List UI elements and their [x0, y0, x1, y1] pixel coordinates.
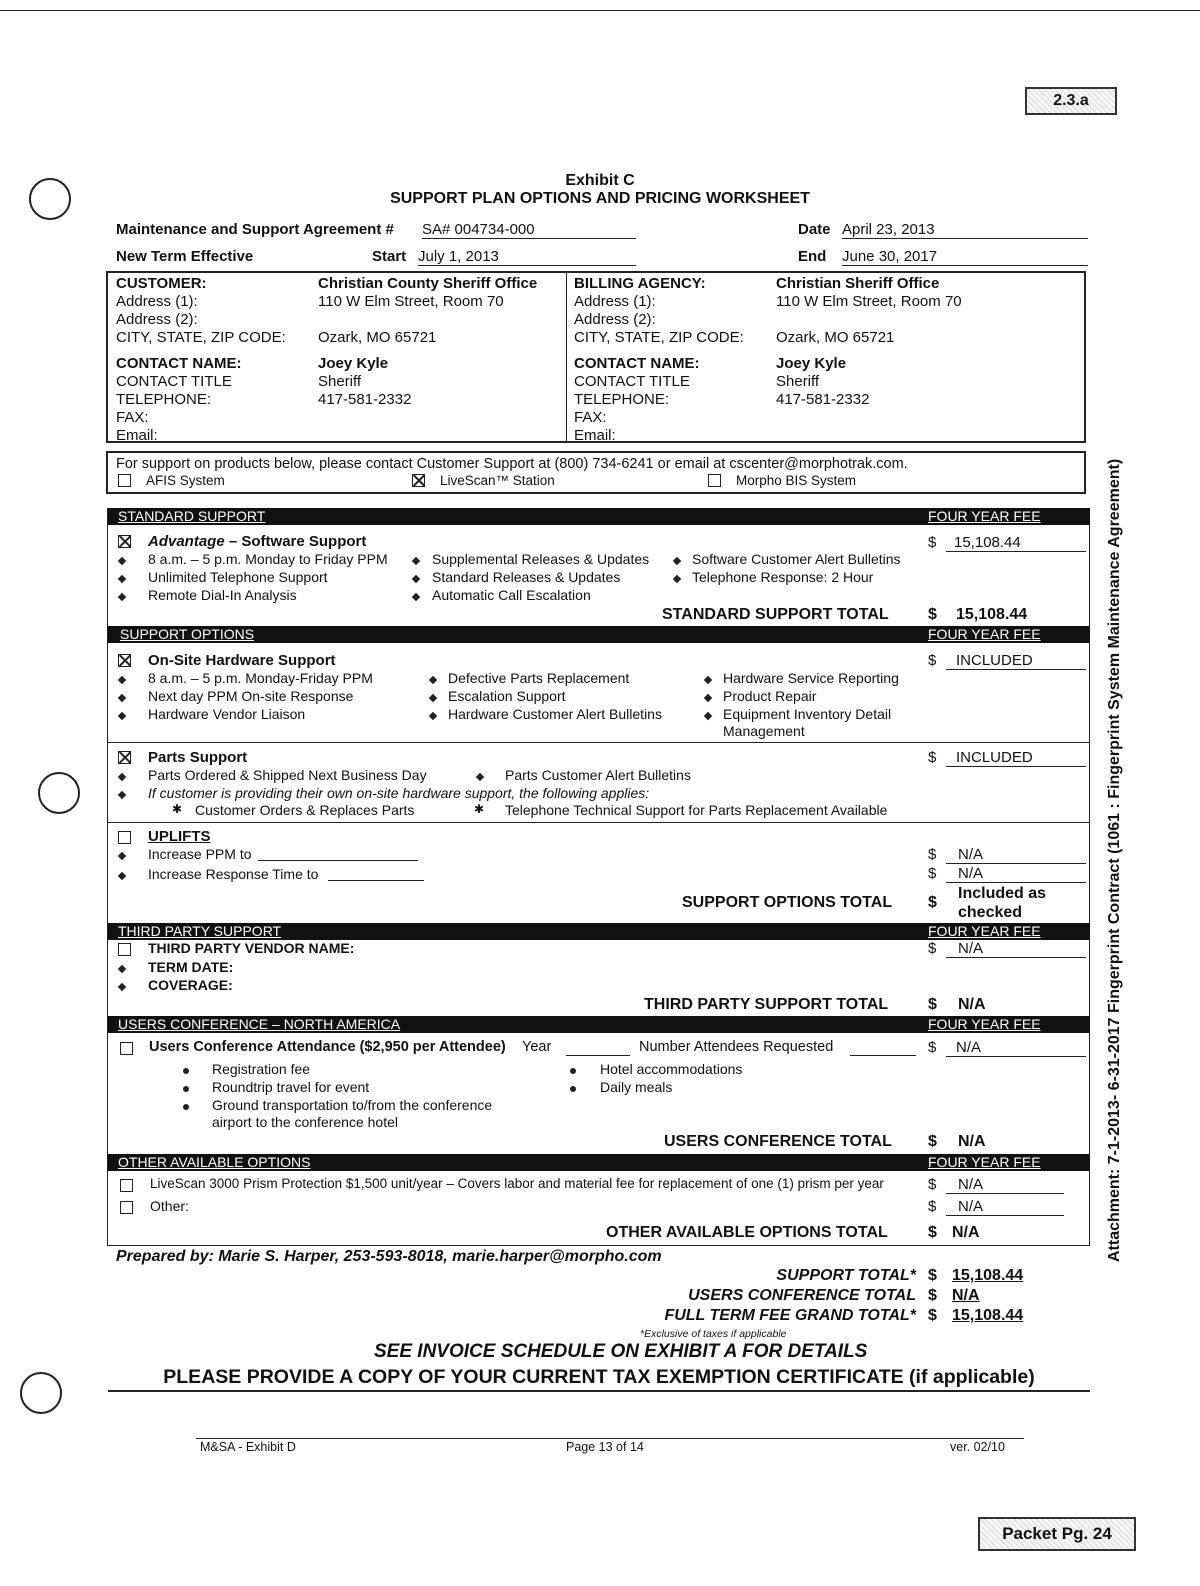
- conference-summary-dollar: $: [928, 1287, 937, 1304]
- customer-email-label: Email:: [116, 427, 158, 444]
- onsite-col1-item: 8 a.m. – 5 p.m. Monday-Friday PPM: [148, 670, 373, 686]
- billing-city-label: CITY, STATE, ZIP CODE:: [574, 329, 744, 346]
- advantage-checkbox[interactable]: [118, 535, 131, 548]
- morpho-bis-label: Morpho BIS System: [736, 473, 857, 488]
- bullet: [704, 712, 712, 720]
- bullet: [673, 575, 681, 583]
- bullet: [570, 1086, 576, 1092]
- customer-city: Ozark, MO 65721: [318, 329, 437, 346]
- page-stamp-top: 2.3.a: [1025, 87, 1117, 115]
- bullet: [412, 593, 420, 601]
- morpho-bis-checkbox[interactable]: [708, 474, 721, 487]
- bullet: [412, 575, 420, 583]
- bullet: [429, 676, 437, 684]
- standard-col2-item: Standard Releases & Updates: [432, 569, 621, 585]
- billing-contact-title: Sheriff: [776, 373, 820, 390]
- sections-bottom-border: [107, 1245, 1090, 1246]
- parts-sub-item-2: Telephone Technical Support for Parts Replacement Available: [505, 802, 888, 818]
- bullet: [118, 557, 126, 565]
- conference-col1-item: airport to the conference hotel: [212, 1114, 399, 1130]
- standard-col1-item: 8 a.m. – 5 p.m. Monday to Friday PPM: [148, 551, 388, 567]
- onsite-col3-item: Equipment Inventory Detail: [723, 706, 892, 722]
- conference-col2-item: Hotel accommodations: [600, 1061, 743, 1077]
- agreement-value: SA# 004734-000: [422, 221, 636, 239]
- start-value: July 1, 2013: [418, 248, 636, 266]
- footer-center: Page 13 of 14: [566, 1440, 644, 1454]
- bullet: [183, 1104, 189, 1110]
- conference-attendees-label: Number Attendees Requested: [639, 1039, 834, 1055]
- page-title: SUPPORT PLAN OPTIONS AND PRICING WORKSHEET: [390, 190, 810, 207]
- bullet: [704, 676, 712, 684]
- parts-bullet-1: Parts Ordered & Shipped Next Business Day: [148, 767, 427, 783]
- billing-fax-label: FAX:: [574, 409, 607, 426]
- other-label: Other:: [150, 1198, 189, 1214]
- standard-total-label: STANDARD SUPPORT TOTAL: [662, 606, 889, 623]
- uplift1-fee: N/A: [946, 846, 1086, 864]
- customer-billing-divider: [566, 272, 567, 442]
- customer-name: Christian County Sheriff Office: [318, 275, 538, 292]
- parts-dollar: $: [928, 749, 937, 766]
- conference-col1-item: Registration fee: [212, 1061, 311, 1077]
- onsite-dollar: $: [928, 652, 937, 669]
- bullet: [118, 712, 126, 720]
- third-party-heading: THIRD PARTY SUPPORT: [118, 923, 282, 939]
- uplift-response-input[interactable]: [328, 880, 424, 881]
- prism-protection-checkbox[interactable]: [120, 1179, 133, 1192]
- parts-note: If customer is providing their own on-site hardware support, the following applies:: [148, 785, 650, 801]
- customer-heading: CUSTOMER:: [116, 275, 207, 292]
- options-total-line2: checked: [958, 904, 1023, 921]
- uplift2-fee: N/A: [946, 865, 1086, 883]
- conference-header: [108, 1016, 1090, 1033]
- other-total-label: OTHER AVAILABLE OPTIONS TOTAL: [606, 1224, 888, 1241]
- options-total-dollar: $: [928, 894, 937, 911]
- livescan-label: LiveScan™ Station: [440, 473, 555, 488]
- customer-city-label: CITY, STATE, ZIP CODE:: [116, 329, 286, 346]
- afis-checkbox[interactable]: [118, 474, 131, 487]
- conference-summary-label: USERS CONFERENCE TOTAL: [688, 1287, 916, 1304]
- bullet: [429, 712, 437, 720]
- bullet: [118, 965, 126, 973]
- other-total: N/A: [952, 1224, 980, 1241]
- bullet: [118, 852, 126, 860]
- other2-dollar: $: [928, 1198, 937, 1215]
- exhibit-label: Exhibit C: [565, 172, 635, 189]
- binder-hole-bottom: [20, 1372, 62, 1414]
- conference-checkbox[interactable]: [120, 1042, 133, 1055]
- tax-certificate-note: PLEASE PROVIDE A COPY OF YOUR CURRENT TAX EXEMPTION CERTIFICATE (if applicable): [108, 1366, 1090, 1392]
- binder-hole-middle: [38, 772, 80, 814]
- support-options-header: [108, 626, 1090, 643]
- conference-dollar: $: [928, 1039, 937, 1056]
- third-party-coverage-label: COVERAGE:: [148, 977, 233, 993]
- third-party-total: N/A: [958, 996, 986, 1013]
- standard-col3-item: Software Customer Alert Bulletins: [692, 551, 901, 567]
- sub-bullet-star: ✱: [172, 802, 183, 816]
- start-label: Start: [372, 248, 407, 265]
- parts-bullet-2: Parts Customer Alert Bulletins: [505, 767, 691, 783]
- conference-item: Users Conference Attendance ($2,950 per Attendee): [149, 1039, 506, 1055]
- bullet: [118, 791, 126, 799]
- conference-year-input[interactable]: [566, 1055, 630, 1056]
- uplift2-dollar: $: [928, 865, 937, 882]
- standard-fee-header: FOUR YEAR FEE: [928, 508, 1041, 524]
- billing-city: Ozark, MO 65721: [776, 329, 895, 346]
- uplift1-dollar: $: [928, 846, 937, 863]
- parts-support-checkbox[interactable]: [118, 751, 131, 764]
- support-options-heading: SUPPORT OPTIONS: [120, 626, 255, 642]
- uplifts-title: UPLIFTS: [148, 828, 211, 845]
- other2-fee: N/A: [946, 1198, 1064, 1216]
- standard-total-dollar: $: [928, 606, 937, 623]
- onsite-col3-item: Product Repair: [723, 688, 817, 704]
- footer-right: ver. 02/10: [950, 1440, 1005, 1454]
- billing-address1-label: Address (1):: [574, 293, 656, 310]
- date-value: April 23, 2013: [842, 221, 1088, 239]
- conference-col1-item: Roundtrip travel for event: [212, 1079, 370, 1095]
- date-label: Date: [798, 221, 831, 238]
- conference-fee: N/A: [946, 1039, 1086, 1057]
- billing-contact-name: Joey Kyle: [776, 355, 847, 372]
- sections-left-border: [107, 508, 108, 1246]
- onsite-col2-item: Defective Parts Replacement: [448, 670, 630, 686]
- standard-col2-item: Automatic Call Escalation: [432, 587, 591, 603]
- standard-col2-item: Supplemental Releases & Updates: [432, 551, 650, 567]
- standard-col1-item: Unlimited Telephone Support: [148, 569, 328, 585]
- standard-col1-item: Remote Dial-In Analysis: [148, 587, 297, 603]
- other-fee-header: FOUR YEAR FEE: [928, 1154, 1041, 1170]
- onsite-hardware-title: On-Site Hardware Support: [148, 652, 336, 669]
- other-total-dollar: $: [928, 1224, 937, 1241]
- third-party-total-dollar: $: [928, 996, 937, 1013]
- conference-summary-total: N/A: [952, 1287, 980, 1304]
- footer-rule: [196, 1438, 1024, 1439]
- customer-contact-title-label: CONTACT TITLE: [116, 373, 232, 390]
- options-total-line1: Included as: [958, 885, 1047, 902]
- end-value: June 30, 2017: [842, 248, 1088, 266]
- billing-email-label: Email:: [574, 427, 616, 444]
- third-party-dollar: $: [928, 940, 937, 957]
- bullet: [183, 1068, 189, 1074]
- other1-dollar: $: [928, 1176, 937, 1193]
- bullet: [118, 983, 126, 991]
- support-total-dollar: $: [928, 1267, 937, 1284]
- standard-total: 15,108.44: [956, 606, 1028, 623]
- prepared-by: Prepared by: Marie S. Harper, 253-593-8018, marie.harper@morpho.com: [116, 1248, 662, 1265]
- conference-year-label: Year: [522, 1039, 552, 1055]
- grand-total-label: FULL TERM FEE GRAND TOTAL*: [664, 1307, 916, 1324]
- third-party-checkbox[interactable]: [118, 943, 131, 956]
- other-options-header: [108, 1154, 1090, 1171]
- billing-contact-name-label: CONTACT NAME:: [574, 355, 700, 372]
- invoice-note: SEE INVOICE SCHEDULE ON EXHIBIT A FOR DETAILS: [374, 1341, 868, 1362]
- conference-col1-item: Ground transportation to/from the conference: [212, 1097, 493, 1113]
- billing-telephone-label: TELEPHONE:: [574, 391, 670, 408]
- sections-right-border: [1089, 508, 1090, 1246]
- onsite-fee: INCLUDED: [946, 652, 1086, 670]
- customer-fax-label: FAX:: [116, 409, 149, 426]
- advantage-italic: Advantage: [148, 533, 225, 550]
- bullet: [570, 1068, 576, 1074]
- conference-total-label: USERS CONFERENCE TOTAL: [664, 1133, 892, 1150]
- sub-bullet-star: ✱: [474, 802, 485, 816]
- afis-label: AFIS System: [146, 473, 225, 488]
- third-party-fee-header: FOUR YEAR FEE: [928, 923, 1041, 939]
- advantage-fee: 15,108.44: [946, 534, 1086, 552]
- grand-total: 15,108.44: [952, 1307, 1024, 1324]
- uplifts-checkbox[interactable]: [118, 831, 131, 844]
- billing-address2-label: Address (2):: [574, 311, 656, 328]
- customer-contact-title: Sheriff: [318, 373, 362, 390]
- bullet: [118, 773, 126, 781]
- other-options-heading: OTHER AVAILABLE OPTIONS: [118, 1154, 311, 1170]
- options-total-label: SUPPORT OPTIONS TOTAL: [682, 894, 893, 911]
- options-divider: [107, 822, 1090, 823]
- other-checkbox[interactable]: [120, 1201, 133, 1214]
- options-fee-header: FOUR YEAR FEE: [928, 626, 1041, 642]
- prism-protection-label: LiveScan 3000 Prism Protection $1,500 unit/year – Covers labor and material fee for replacement of one (1) prism per year: [150, 1176, 884, 1191]
- bullet: [118, 872, 126, 880]
- packet-page-stamp: Packet Pg. 24: [978, 1517, 1136, 1551]
- third-party-header: [108, 923, 1090, 940]
- conference-attendees-input[interactable]: [850, 1055, 916, 1056]
- footer-left: M&SA - Exhibit D: [200, 1440, 296, 1454]
- support-contact-text: For support on products below, please contact Customer Support at (800) 734-6241 or email at cscenter@morphotrak.com.: [116, 456, 908, 472]
- bullet: [118, 575, 126, 583]
- standard-col3-item: Telephone Response: 2 Hour: [692, 569, 874, 585]
- advantage-title: [148, 533, 366, 550]
- billing-heading: BILLING AGENCY:: [574, 275, 706, 292]
- customer-contact-name: Joey Kyle: [318, 355, 389, 372]
- uplift-ppm-input[interactable]: [258, 860, 418, 861]
- tax-note: *Exclusive of taxes if applicable: [640, 1328, 787, 1340]
- bullet: [412, 557, 420, 565]
- advantage-rest: – Software Support: [224, 533, 367, 550]
- standard-support-header: [108, 508, 1090, 525]
- billing-name: Christian Sheriff Office: [776, 275, 940, 292]
- onsite-hardware-checkbox[interactable]: [118, 654, 131, 667]
- third-party-fee: N/A: [946, 940, 1086, 958]
- livescan-checkbox[interactable]: [412, 474, 425, 487]
- bullet: [118, 593, 126, 601]
- customer-address1-label: Address (1):: [116, 293, 198, 310]
- bullet: [118, 694, 126, 702]
- onsite-col3-item: Management: [723, 723, 805, 739]
- options-divider: [107, 742, 1090, 743]
- conference-col2-item: Daily meals: [600, 1079, 673, 1095]
- parts-fee: INCLUDED: [946, 749, 1086, 767]
- support-total-label: SUPPORT TOTAL*: [776, 1267, 916, 1284]
- parts-support-title: Parts Support: [148, 749, 248, 766]
- advantage-dollar: $: [928, 534, 937, 551]
- billing-contact-title-label: CONTACT TITLE: [574, 373, 690, 390]
- bullet: [476, 773, 484, 781]
- support-total: 15,108.44: [952, 1267, 1024, 1284]
- billing-address1: 110 W Elm Street, Room 70: [776, 293, 962, 310]
- other1-fee: N/A: [946, 1176, 1064, 1194]
- conference-total: N/A: [958, 1133, 986, 1150]
- customer-address2-label: Address (2):: [116, 311, 198, 328]
- onsite-col2-item: Hardware Customer Alert Bulletins: [448, 706, 662, 722]
- onsite-col3-item: Hardware Service Reporting: [723, 670, 899, 686]
- term-label: New Term Effective: [116, 248, 254, 265]
- bullet: [429, 694, 437, 702]
- bullet: [183, 1086, 189, 1092]
- third-party-total-label: THIRD PARTY SUPPORT TOTAL: [644, 996, 889, 1013]
- bullet: [673, 557, 681, 565]
- bullet: [704, 694, 712, 702]
- uplift-response-label: Increase Response Time to: [148, 866, 319, 882]
- onsite-col1-item: Hardware Vendor Liaison: [148, 706, 306, 722]
- onsite-col2-item: Escalation Support: [448, 688, 566, 704]
- parts-sub-item-1: Customer Orders & Replaces Parts: [195, 802, 415, 818]
- uplift-ppm-label: Increase PPM to: [148, 846, 252, 862]
- billing-telephone: 417-581-2332: [776, 391, 870, 408]
- grand-total-dollar: $: [928, 1307, 937, 1324]
- customer-address1: 110 W Elm Street, Room 70: [318, 293, 504, 310]
- standard-support-heading: STANDARD SUPPORT: [118, 508, 266, 524]
- third-party-term-label: TERM DATE:: [148, 959, 234, 975]
- customer-telephone: 417-581-2332: [318, 391, 412, 408]
- onsite-col1-item: Next day PPM On-site Response: [148, 688, 354, 704]
- customer-telephone-label: TELEPHONE:: [116, 391, 212, 408]
- conference-heading: USERS CONFERENCE – NORTH AMERICA: [118, 1016, 401, 1032]
- conference-total-dollar: $: [928, 1133, 937, 1150]
- attachment-side-label: Attachment: 7-1-2013- 6-31-2017 Fingerprint Contract (1061 : Fingerprint System Maintenance Agreement): [1106, 458, 1123, 1262]
- agreement-label: Maintenance and Support Agreement #: [116, 221, 394, 238]
- scan-top-rule: [0, 10, 1200, 11]
- third-party-vendor-label: THIRD PARTY VENDOR NAME:: [148, 940, 355, 956]
- conference-fee-header: FOUR YEAR FEE: [928, 1016, 1041, 1032]
- end-label: End: [798, 248, 827, 265]
- bullet: [118, 676, 126, 684]
- customer-contact-name-label: CONTACT NAME:: [116, 355, 242, 372]
